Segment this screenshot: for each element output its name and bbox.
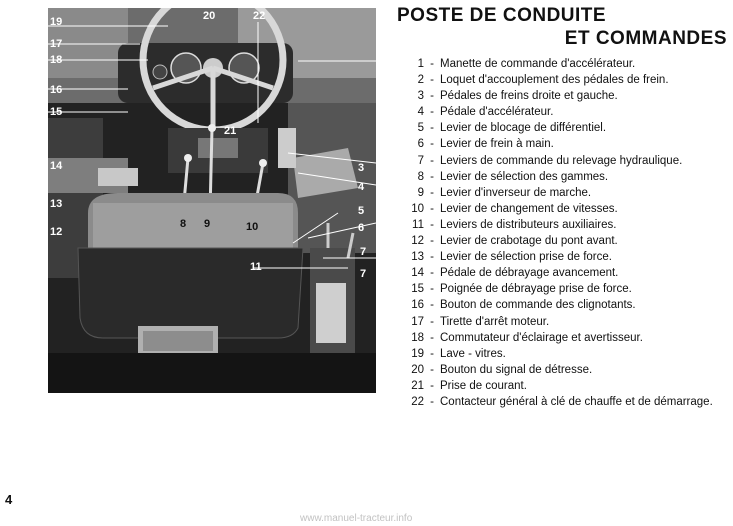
legend-text: Leviers de distributeurs auxiliaires. (440, 218, 617, 231)
legend-item (384, 88, 729, 104)
legend-number: 10 (411, 202, 424, 215)
legend-item (384, 153, 729, 169)
legend-dash: - (430, 299, 434, 312)
legend-number: 6 (417, 138, 424, 151)
page-title (397, 4, 729, 50)
legend-number: 11 (412, 218, 424, 231)
legend-text: Pédales de freins droite et gauche. (440, 90, 618, 103)
legend-item (384, 362, 729, 378)
legend-dash: - (430, 235, 434, 248)
legend-text: Loquet d'accouplement des pédales de frein. (440, 74, 669, 87)
legend-number: 22 (411, 395, 424, 408)
legend-text: Levier de frein à main. (440, 138, 554, 151)
legend-text: Levier d'inverseur de marche. (440, 186, 592, 199)
legend-number: 1 (417, 58, 424, 70)
legend-text: Levier de sélection des gammes. (440, 170, 609, 183)
legend-dash: - (430, 106, 434, 119)
legend-text: Levier de crabotage du pont avant. (440, 235, 618, 248)
legend-text: Levier de blocage de différentiel. (440, 122, 607, 135)
callout-11: 11 (250, 261, 262, 273)
legend-dash: - (430, 347, 434, 360)
legend-text: Poignée de débrayage prise de force. (440, 283, 632, 296)
legend-dash: - (430, 170, 434, 183)
legend-item (384, 201, 729, 217)
legend-text: Pédale de débrayage avancement. (440, 267, 619, 280)
legend-text: Contacteur général à clé de chauffe et de démarrage. (440, 395, 713, 408)
legend-number: 7 (417, 154, 424, 167)
title-line-2: ET COMMANDES (564, 28, 727, 49)
callout-19: 19 (50, 16, 63, 28)
callout-3: 3 (358, 162, 365, 174)
legend-item (384, 378, 729, 394)
legend-number: 16 (411, 299, 424, 312)
legend-number: 15 (411, 283, 424, 296)
cab-photo (48, 8, 376, 393)
page-number: 4 (5, 492, 13, 507)
legend-item (384, 233, 729, 249)
legend-dash: - (430, 315, 434, 328)
legend-text: Tirette d'arrêt moteur. (440, 315, 550, 328)
callout-9: 9 (204, 218, 211, 230)
legend-text: Leviers de commande du relevage hydraulique. (440, 154, 683, 167)
legend-dash: - (430, 186, 434, 199)
controls-legend (384, 56, 729, 410)
legend-item (384, 265, 729, 281)
legend-text: Bouton de commande des clignotants. (440, 299, 636, 312)
legend-dash: - (430, 251, 434, 264)
legend-text: Lave - vitres. (440, 347, 506, 360)
legend-item (384, 394, 729, 410)
legend-item (384, 185, 729, 201)
legend-item (384, 72, 729, 88)
legend-item (384, 249, 729, 265)
callout-7b: 7 (360, 268, 367, 280)
legend-dash: - (430, 379, 434, 392)
callout-17: 17 (50, 38, 63, 50)
legend-number: 5 (417, 122, 424, 135)
legend-text: Bouton du signal de détresse. (440, 363, 593, 376)
watermark: www.manuel-tracteur.info (300, 513, 413, 524)
legend-text: Prise de courant. (440, 379, 527, 392)
legend-number: 12 (411, 235, 424, 248)
legend-number: 13 (411, 251, 424, 264)
legend-number: 17 (411, 315, 424, 328)
callout-14: 14 (50, 160, 63, 172)
legend-dash: - (430, 331, 434, 344)
legend-number: 18 (411, 331, 424, 344)
legend-item (384, 217, 729, 233)
legend-item (384, 297, 729, 313)
legend-item (384, 120, 729, 136)
legend-number: 9 (417, 186, 424, 199)
legend-item (384, 169, 729, 185)
legend-text: Commutateur d'éclairage et avertisseur. (440, 331, 643, 344)
callout-4: 4 (358, 181, 365, 193)
callout-8: 8 (180, 218, 187, 230)
legend-text: Manette de commande d'accélérateur. (440, 58, 636, 70)
legend-dash: - (430, 363, 434, 376)
legend-item (384, 281, 729, 297)
legend-dash: - (430, 154, 434, 167)
legend-item (384, 56, 729, 72)
callout-20: 20 (203, 10, 216, 22)
callout-18: 18 (50, 54, 63, 66)
legend-number: 8 (417, 170, 424, 183)
legend-number: 3 (417, 90, 424, 103)
legend-dash: - (430, 218, 434, 231)
callout-21: 21 (224, 125, 237, 137)
legend-item (384, 104, 729, 120)
callout-12: 12 (50, 226, 63, 238)
callout-13: 13 (50, 198, 63, 210)
legend-number: 20 (411, 363, 424, 376)
callout-22: 22 (253, 10, 266, 22)
title-line-1: POSTE DE CONDUITE (397, 5, 607, 26)
legend-text: Pédale d'accélérateur. (440, 106, 554, 119)
callout-6: 6 (358, 222, 365, 234)
legend-dash: - (430, 395, 434, 408)
callout-15: 15 (50, 106, 63, 118)
legend-number: 2 (417, 74, 424, 87)
legend-item (384, 136, 729, 152)
legend-item (384, 346, 729, 362)
callout-7a: 7 (360, 246, 367, 258)
legend-dash: - (430, 58, 434, 70)
legend-number: 14 (411, 267, 424, 280)
cab-illustration (48, 8, 376, 393)
legend-number: 21 (411, 379, 424, 392)
legend-text: Levier de sélection prise de force. (440, 251, 612, 264)
callout-10: 10 (246, 221, 259, 233)
legend-item (384, 330, 729, 346)
legend-number: 4 (417, 106, 424, 119)
legend-dash: - (430, 74, 434, 87)
legend-number: 19 (411, 347, 424, 360)
legend-dash: - (430, 202, 434, 215)
legend-dash: - (430, 90, 434, 103)
legend-dash: - (430, 267, 434, 280)
callout-16: 16 (50, 84, 63, 96)
legend-item (384, 314, 729, 330)
legend-text: Levier de changement de vitesses. (440, 202, 618, 215)
callout-5: 5 (358, 205, 365, 217)
legend-dash: - (430, 283, 434, 296)
legend-dash: - (430, 122, 434, 135)
legend-dash: - (430, 138, 434, 151)
